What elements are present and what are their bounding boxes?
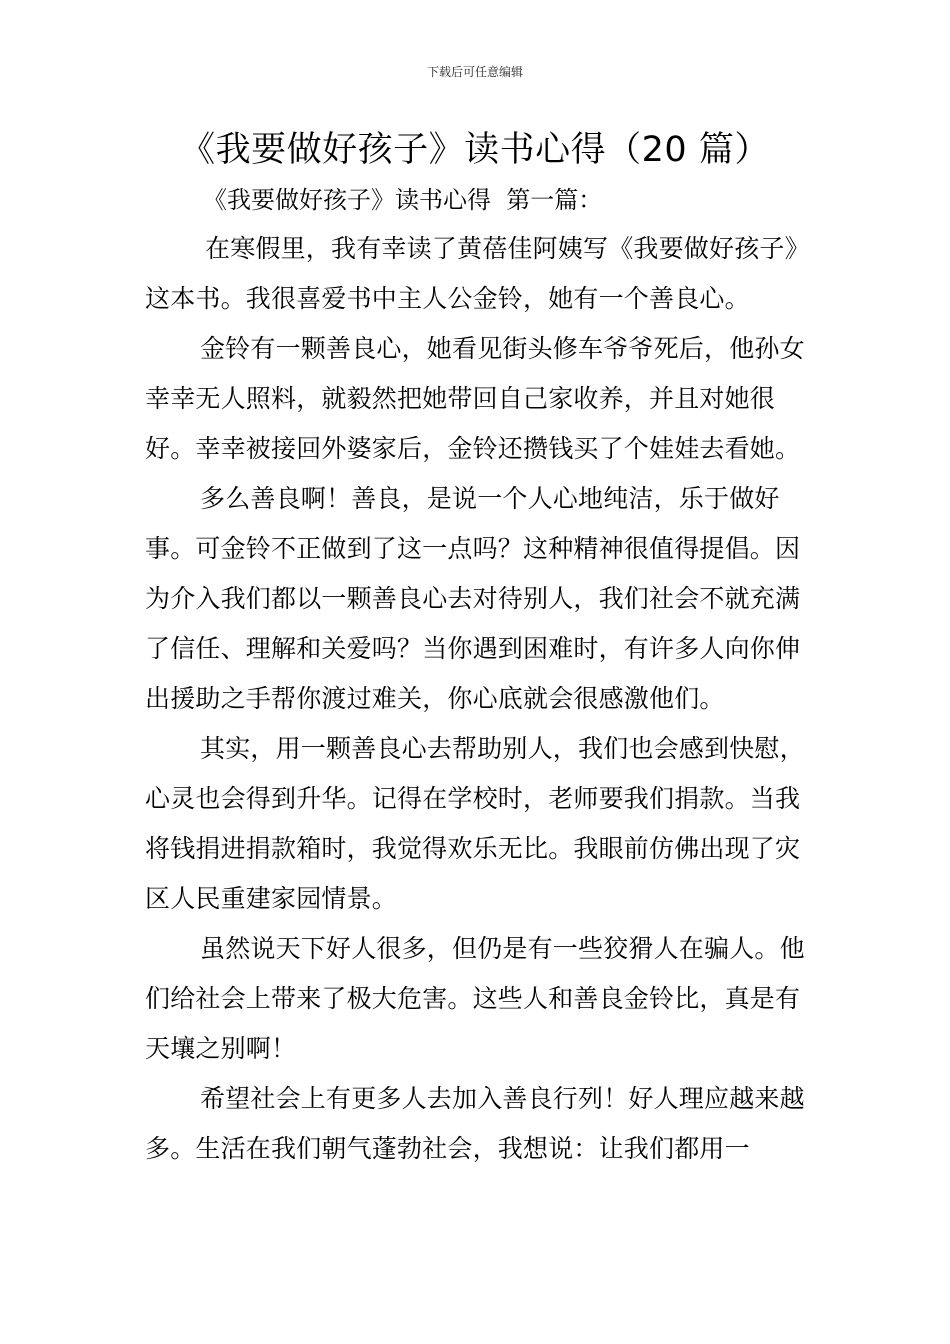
paragraph: 希望社会上有更多人去加入善良行列！好人理应越来越多。生活在我们朝气蓬勃社会，我想说：让我们都用一 [145,1084,805,1163]
paragraph: 在寒假里，我有幸读了黄蓓佳阿姨写《我要做好孩子》这本书。我很喜爱书中主人公金铃，她有一个善良心。 [145,234,810,313]
paragraph: 其实，用一颗善良心去帮助别人，我们也会感到快慰，心灵也会得到升华。记得在学校时，老师要我们捐款。当我将钱捐进捐款箱时，我觉得欢乐无比。我眼前仿佛出现了灾区人民重建家园情景。 [145,734,805,913]
paragraph: 虽然说天下好人很多，但仍是有一些狡猾人在骗人。他们给社会上带来了极大危害。这些人和善良金铃比，真是有天壤之别啊！ [145,934,805,1063]
section-subtitle: 《我要做好孩子》读书心得 第一篇： [203,186,603,214]
header-note: 下载后可任意编辑 [426,65,523,79]
document-title: 《我要做好孩子》读书心得（20 篇） [180,130,770,170]
document-body [145,224,825,1174]
paragraph: 多么善良啊！善良，是说一个人心地纯洁，乐于做好事。可金铃不正做到了这一点吗？这种精神很值得提倡。因为介入我们都以一颗善良心去对待别人，我们社会不就充满了信任、理解和关爱吗？当你遇到困难时，有许多人向你伸出援助之手帮你渡过难关，你心底就会很感激他们。 [145,484,801,713]
paragraph: 金铃有一颗善良心，她看见街头修车爷爷死后，他孙女幸幸无人照料，就毅然把她带回自己家收养，并且对她很好。幸幸被接回外婆家后，金铃还攒钱买了个娃娃去看她。 [145,334,805,463]
